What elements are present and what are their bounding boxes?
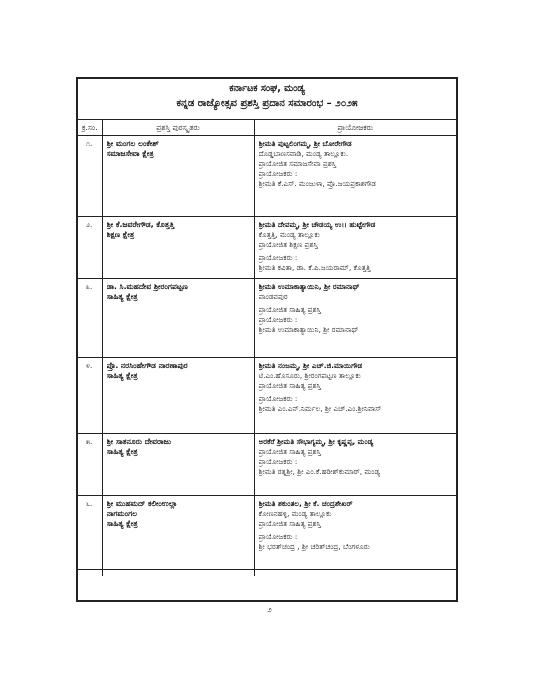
awardee-name: ಶ್ರೀ ಕೆ.ಜವರೇಗೌಡ, ಕೊತ್ತತ್ತಿ bbox=[106, 220, 175, 229]
organization-name: ಕರ್ನಾಟಕ ಸಂಘ, ಮಂಡ್ಯ bbox=[229, 83, 305, 94]
sponsor-cell bbox=[254, 136, 456, 217]
sponsor-names: ಶ್ರೀಮತಿ ಕೆ.ಎಸ್. ಮಂಜುಳಾ, ಪ್ರೊ.ಜಯಪ್ರಕಾಶಗೌಡ bbox=[258, 179, 376, 188]
table-row bbox=[78, 496, 456, 570]
awardee-cell bbox=[102, 217, 254, 279]
sponsor-cell bbox=[254, 217, 456, 279]
table-row bbox=[78, 434, 456, 496]
empty-cell bbox=[78, 570, 102, 577]
sponsor-main: ಅರಕೆರೆ ಶ್ರೀಮತಿ ಸೌಭಾಗ್ಯಮ್ಮ, ಶ್ರೀ ಕೃಷ್ಣಪ್ಪ, ಮಂಡ್ಯ bbox=[258, 437, 374, 446]
sponsor-main: ಶ್ರೀಮತಿ ದೇವಮ್ಮ, ಶ್ರೀ ಚೌಡಯ್ಯ ಉ।। ಹುಟ್ಟೇಗೌಡ bbox=[258, 220, 376, 229]
serial-number: ೧. bbox=[78, 136, 102, 217]
sponsored-award: ಪ್ರಾಯೋಜಿತ ಸಾಹಿತ್ಯ ಪ್ರಶಸ್ತಿ bbox=[258, 381, 321, 390]
serial-number: ೨. bbox=[78, 217, 102, 279]
awardee-name: ಡಾ. ಸಿ.ಮಹದೇವ ಶ್ರೀರಂಗಪಟ್ಟಣ bbox=[106, 282, 188, 291]
sponsor-label: ಪ್ರಾಯೋಜಕರು : bbox=[258, 253, 298, 262]
sponsor-label: ಪ್ರಾಯೋಜಕರು : bbox=[258, 457, 298, 466]
serial-number: ೬. bbox=[78, 496, 102, 570]
award-field: ಸಮಾಜಸೇವಾ ಕ್ಷೇತ್ರ bbox=[106, 149, 154, 158]
awardee-cell bbox=[102, 358, 254, 434]
awardee-name: ಶ್ರೀ ಮುಹಮದ್ ಕಲೀಂಉಲ್ಲಾ bbox=[106, 499, 178, 508]
sponsored-award: ಪ್ರಾಯೋಜಿತ ಶಿಕ್ಷಣ ಪ್ರಶಸ್ತಿ bbox=[258, 240, 318, 249]
table-header-row bbox=[78, 120, 456, 136]
awardee-cell bbox=[102, 136, 254, 217]
column-header-sponsor: ಪ್ರಾಯೋಜಕರು bbox=[254, 120, 456, 136]
sponsor-label: ಪ್ರಾಯೋಜಕರು : bbox=[258, 532, 298, 541]
award-field: ಸಾಹಿತ್ಯ ಕ್ಷೇತ್ರ bbox=[106, 447, 138, 456]
table-continuation-row bbox=[78, 570, 456, 577]
sponsor-place: ಕೊತ್ತತ್ತಿ, ಮಂಡ್ಯ ತಾಲ್ಲೂಕು bbox=[258, 230, 320, 239]
awardee-place: ನಾಗಮಂಗಲ bbox=[106, 509, 138, 518]
page-number: ೨ bbox=[267, 605, 272, 614]
awardee-cell bbox=[102, 496, 254, 570]
sponsor-place: ಟಿ.ಎಂ.ಹೊಸೂರು, ಶ್ರೀರಂಗಪಟ್ಟಣ ತಾಲ್ಲೂಕು bbox=[258, 371, 361, 380]
serial-number: ೩. bbox=[78, 279, 102, 358]
awardee-cell bbox=[102, 279, 254, 358]
sponsor-names: ಶ್ರೀ ಭರತ್‌ಚಂದ್ರ , ಶ್ರೀ ಚರಿತ್‌ಚಂದ್ರ, ಬೆಂಗಳೂರು bbox=[258, 542, 370, 551]
awardee-name: ಶ್ರೀ ಮಂಗಲ ಲಂಕೇಶ್ bbox=[106, 139, 159, 148]
sponsor-main: ಶ್ರೀಮತಿ ಶಕುಂತಲ, ಶ್ರೀ ಕೆ. ಚಂದ್ರಶೇಖರ್ bbox=[258, 499, 353, 508]
awardee-cell bbox=[102, 434, 254, 496]
sponsor-cell bbox=[254, 434, 456, 496]
sponsored-award: ಪ್ರಾಯೋಜಿತ ಸಾಹಿತ್ಯ ಪ್ರಶಸ್ತಿ bbox=[258, 447, 321, 456]
table-row bbox=[78, 279, 456, 358]
sponsor-main: ಶ್ರೀಮತಿ ಉಮಾಕಾತ್ಯಾಯಿನಿ, ಶ್ರೀ ರಮಾನಾಥ್ bbox=[258, 282, 360, 291]
serial-number: ೫. bbox=[78, 434, 102, 496]
award-field: ಶಿಕ್ಷಣ ಕ್ಷೇತ್ರ bbox=[106, 230, 135, 239]
award-list-frame bbox=[76, 77, 458, 602]
serial-number: ೪. bbox=[78, 358, 102, 434]
empty-cell bbox=[254, 570, 456, 577]
table-row bbox=[78, 217, 456, 279]
sponsor-label: ಪ್ರಾಯೋಜಕರು : bbox=[258, 315, 298, 324]
sponsor-names: ಶ್ರೀಮತಿ ಉಮಾಕಾತ್ಯಾಯಿನಿ, ಶ್ರೀ ರಮಾನಾಥ್ bbox=[258, 325, 359, 334]
event-title: ಕನ್ನಡ ರಾಜ್ಯೋತ್ಸವ ಪ್ರಶಸ್ತಿ ಪ್ರದಾನ ಸಮಾರಂಭ – ೨೦೨೫ bbox=[176, 98, 358, 109]
empty-cell bbox=[102, 570, 254, 577]
sponsor-cell bbox=[254, 279, 456, 358]
sponsor-names: ಶ್ರೀಮತಿ ಎಂ.ಎನ್.ನಿರ್ಮಲ, ಶ್ರೀ ಎಚ್.ಎಂ.ಶ್ರೀನಿವಾಸ್ bbox=[258, 404, 382, 413]
sponsor-main: ಶ್ರೀಮತಿ ಪುಟ್ಟಲಿಂಗಮ್ಮ, ಶ್ರೀ ಬೋರೇಗೌಡ bbox=[258, 139, 352, 148]
column-header-serial: ಕ್ರ.ಸಂ. bbox=[78, 120, 102, 136]
sponsor-names: ಶ್ರೀಮತಿ ರತ್ನಶ್ರೀ, ಶ್ರೀ ಎಂ.ಕೆ.ಹರೀಶ್‌ಕುಮಾರ್, ಮಂಡ್ಯ bbox=[258, 467, 381, 476]
sponsor-names: ಶ್ರೀಮತಿ ಕವಿತಾ, ಡಾ. ಕೆ.ಪಿ.ಜಯರಾಮ್, ಕೊತ್ತತ್ತಿ bbox=[258, 263, 371, 272]
award-field: ಸಾಹಿತ್ಯ ಕ್ಷೇತ್ರ bbox=[106, 371, 138, 380]
award-field: ಸಾಹಿತ್ಯ ಕ್ಷೇತ್ರ bbox=[106, 292, 138, 301]
sponsor-label: ಪ್ರಾಯೋಜಕರು : bbox=[258, 394, 298, 403]
sponsor-place: ಪಾಂಡವಪುರ bbox=[258, 292, 288, 301]
award-field: ಸಾಹಿತ್ಯ ಕ್ಷೇತ್ರ bbox=[106, 519, 138, 528]
sponsor-cell bbox=[254, 358, 456, 434]
sponsor-cell bbox=[254, 496, 456, 570]
sponsor-label: ಪ್ರಾಯೋಜಕರು : bbox=[258, 169, 298, 178]
table-row bbox=[78, 358, 456, 434]
sponsor-place: ದೊಡ್ಡಬಾಣಸವಾಡಿ, ಮಂಡ್ಯ ತಾಲ್ಲೂಕು. bbox=[258, 149, 349, 158]
sponsor-place: ಕೋಣನಹಳ್ಳಿ, ಮಂಡ್ಯ ತಾಲ್ಲೂಕು bbox=[258, 509, 332, 518]
sponsor-main: ಶ್ರೀಮತಿ ನಂಜಮ್ಮ, ಶ್ರೀ ಎಚ್.ಜಿ.ಮಾಯಿಗೌಡ bbox=[258, 361, 363, 370]
sponsored-award: ಪ್ರಾಯೋಜಿತ ಸಾಹಿತ್ಯ ಪ್ರಶಸ್ತಿ bbox=[258, 305, 321, 314]
sponsored-award: ಪ್ರಾಯೋಜಿತ ಸಮಾಜಸೇವಾ ಪ್ರಶಸ್ತಿ bbox=[258, 159, 337, 168]
document-header bbox=[78, 79, 456, 120]
awards-table bbox=[78, 120, 456, 576]
sponsored-award: ಪ್ರಾಯೋಜಿತ ಸಾಹಿತ್ಯ ಪ್ರಶಸ್ತಿ bbox=[258, 519, 321, 528]
awardee-name: ಪ್ರೊ. ನರಸಿಂಹೇಗೌಡ ನಾರಣಾಪುರ bbox=[106, 361, 188, 370]
column-header-awardee: ಪ್ರಶಸ್ತಿ ಪುರಸ್ಕೃತರು bbox=[102, 120, 254, 136]
table-row bbox=[78, 136, 456, 217]
awardee-name: ಶ್ರೀ ಸಾತನೂರು ದೇವರಾಜು bbox=[106, 437, 172, 446]
